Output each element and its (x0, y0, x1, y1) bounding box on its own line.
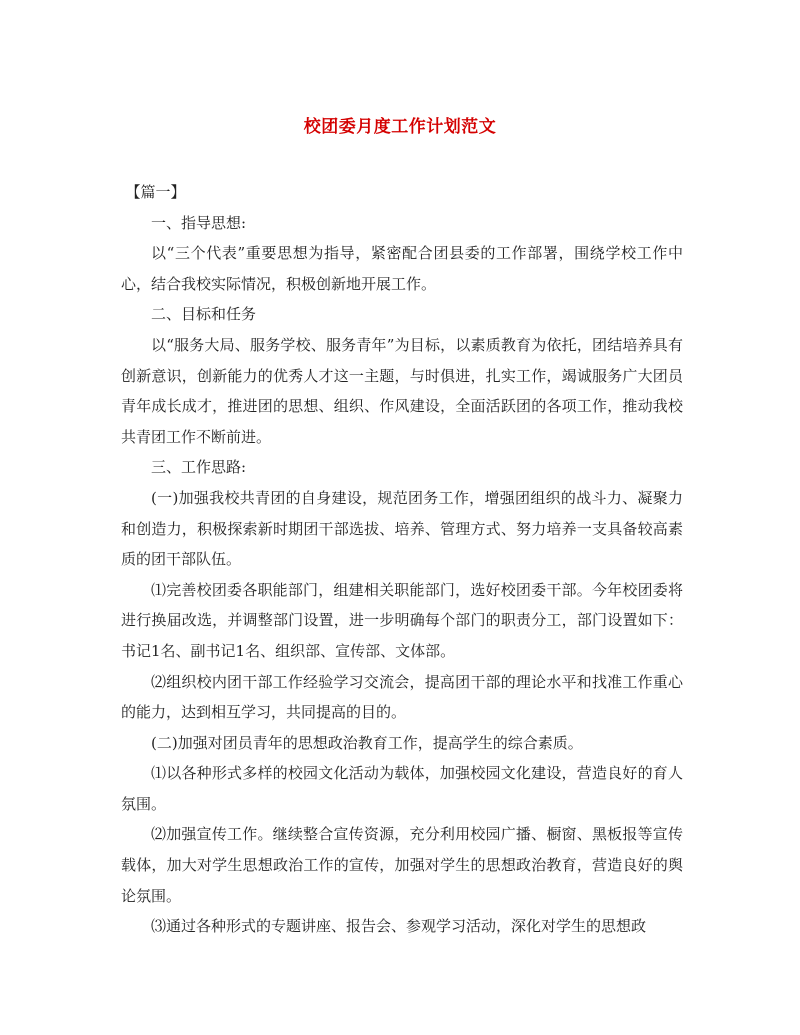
heading-goals-tasks: 二、目标和任务 (151, 305, 257, 324)
paragraph: 以“服务大局、服务学校、服务青年”为目标，以素质教育为依托，团结培养具有创新意识，创新能力的优秀人才这一主题，与时俱进，扎实工作，竭诚服务广大团员青年成长成才，推进团的思想、组织、作风建设，全面活跃团的各项工作，推动我校共青团工作不断前进。 (121, 335, 683, 446)
document-body (121, 177, 683, 942)
paragraph: (一)加强我校共青团的自身建设，规范团务工作，增强团组织的战斗力、凝聚力和创造力，积极探索新时期团干部选拔、培养、管理方式、努力培养一支具备较高素质的团干部队伍。 (121, 488, 683, 569)
paragraph: ⑵组织校内团干部工作经验学习交流会，提高团干部的理论水平和找准工作重心的能力，达到相互学习，共同提高的目的。 (121, 672, 683, 722)
heading-guiding-ideology: 一、指导思想: (151, 213, 247, 232)
paragraph: (二)加强对团员青年的思想政治教育工作，提高学生的综合素质。 (151, 733, 583, 752)
document-title: 校团委月度工作计划范文 (303, 117, 497, 137)
paragraph: 以“三个代表”重要思想为指导，紧密配合团县委的工作部署，围绕学校工作中心，结合我校实际情况，积极创新地开展工作。 (121, 244, 683, 293)
paragraph: ⑵加强宣传工作。继续整合宣传资源，充分利用校园广播、橱窗、黑板报等宣传载体，加大对学生思想政治工作的宣传，加强对学生的思想政治教育，营造良好的舆论氛围。 (121, 825, 683, 905)
heading-work-approach: 三、工作思路: (151, 458, 247, 477)
paragraph: ⑴以各种形式多样的校园文化活动为载体，加强校园文化建设，营造良好的育人氛围。 (121, 764, 683, 813)
paragraph: ⑶通过各种形式的专题讲座、报告会、参观学习活动，深化对学生的思想政 (151, 917, 647, 936)
section-label: 【篇一】 (125, 183, 186, 201)
paragraph: ⑴完善校团委各职能部门，组建相关职能部门，选好校团委干部。今年校团委将进行换届改选，并调整部门设置，进一步明确每个部门的职责分工，部门设置如下：书记1名、副书记1名、组织部、宣传部、文体部。 (121, 580, 683, 660)
